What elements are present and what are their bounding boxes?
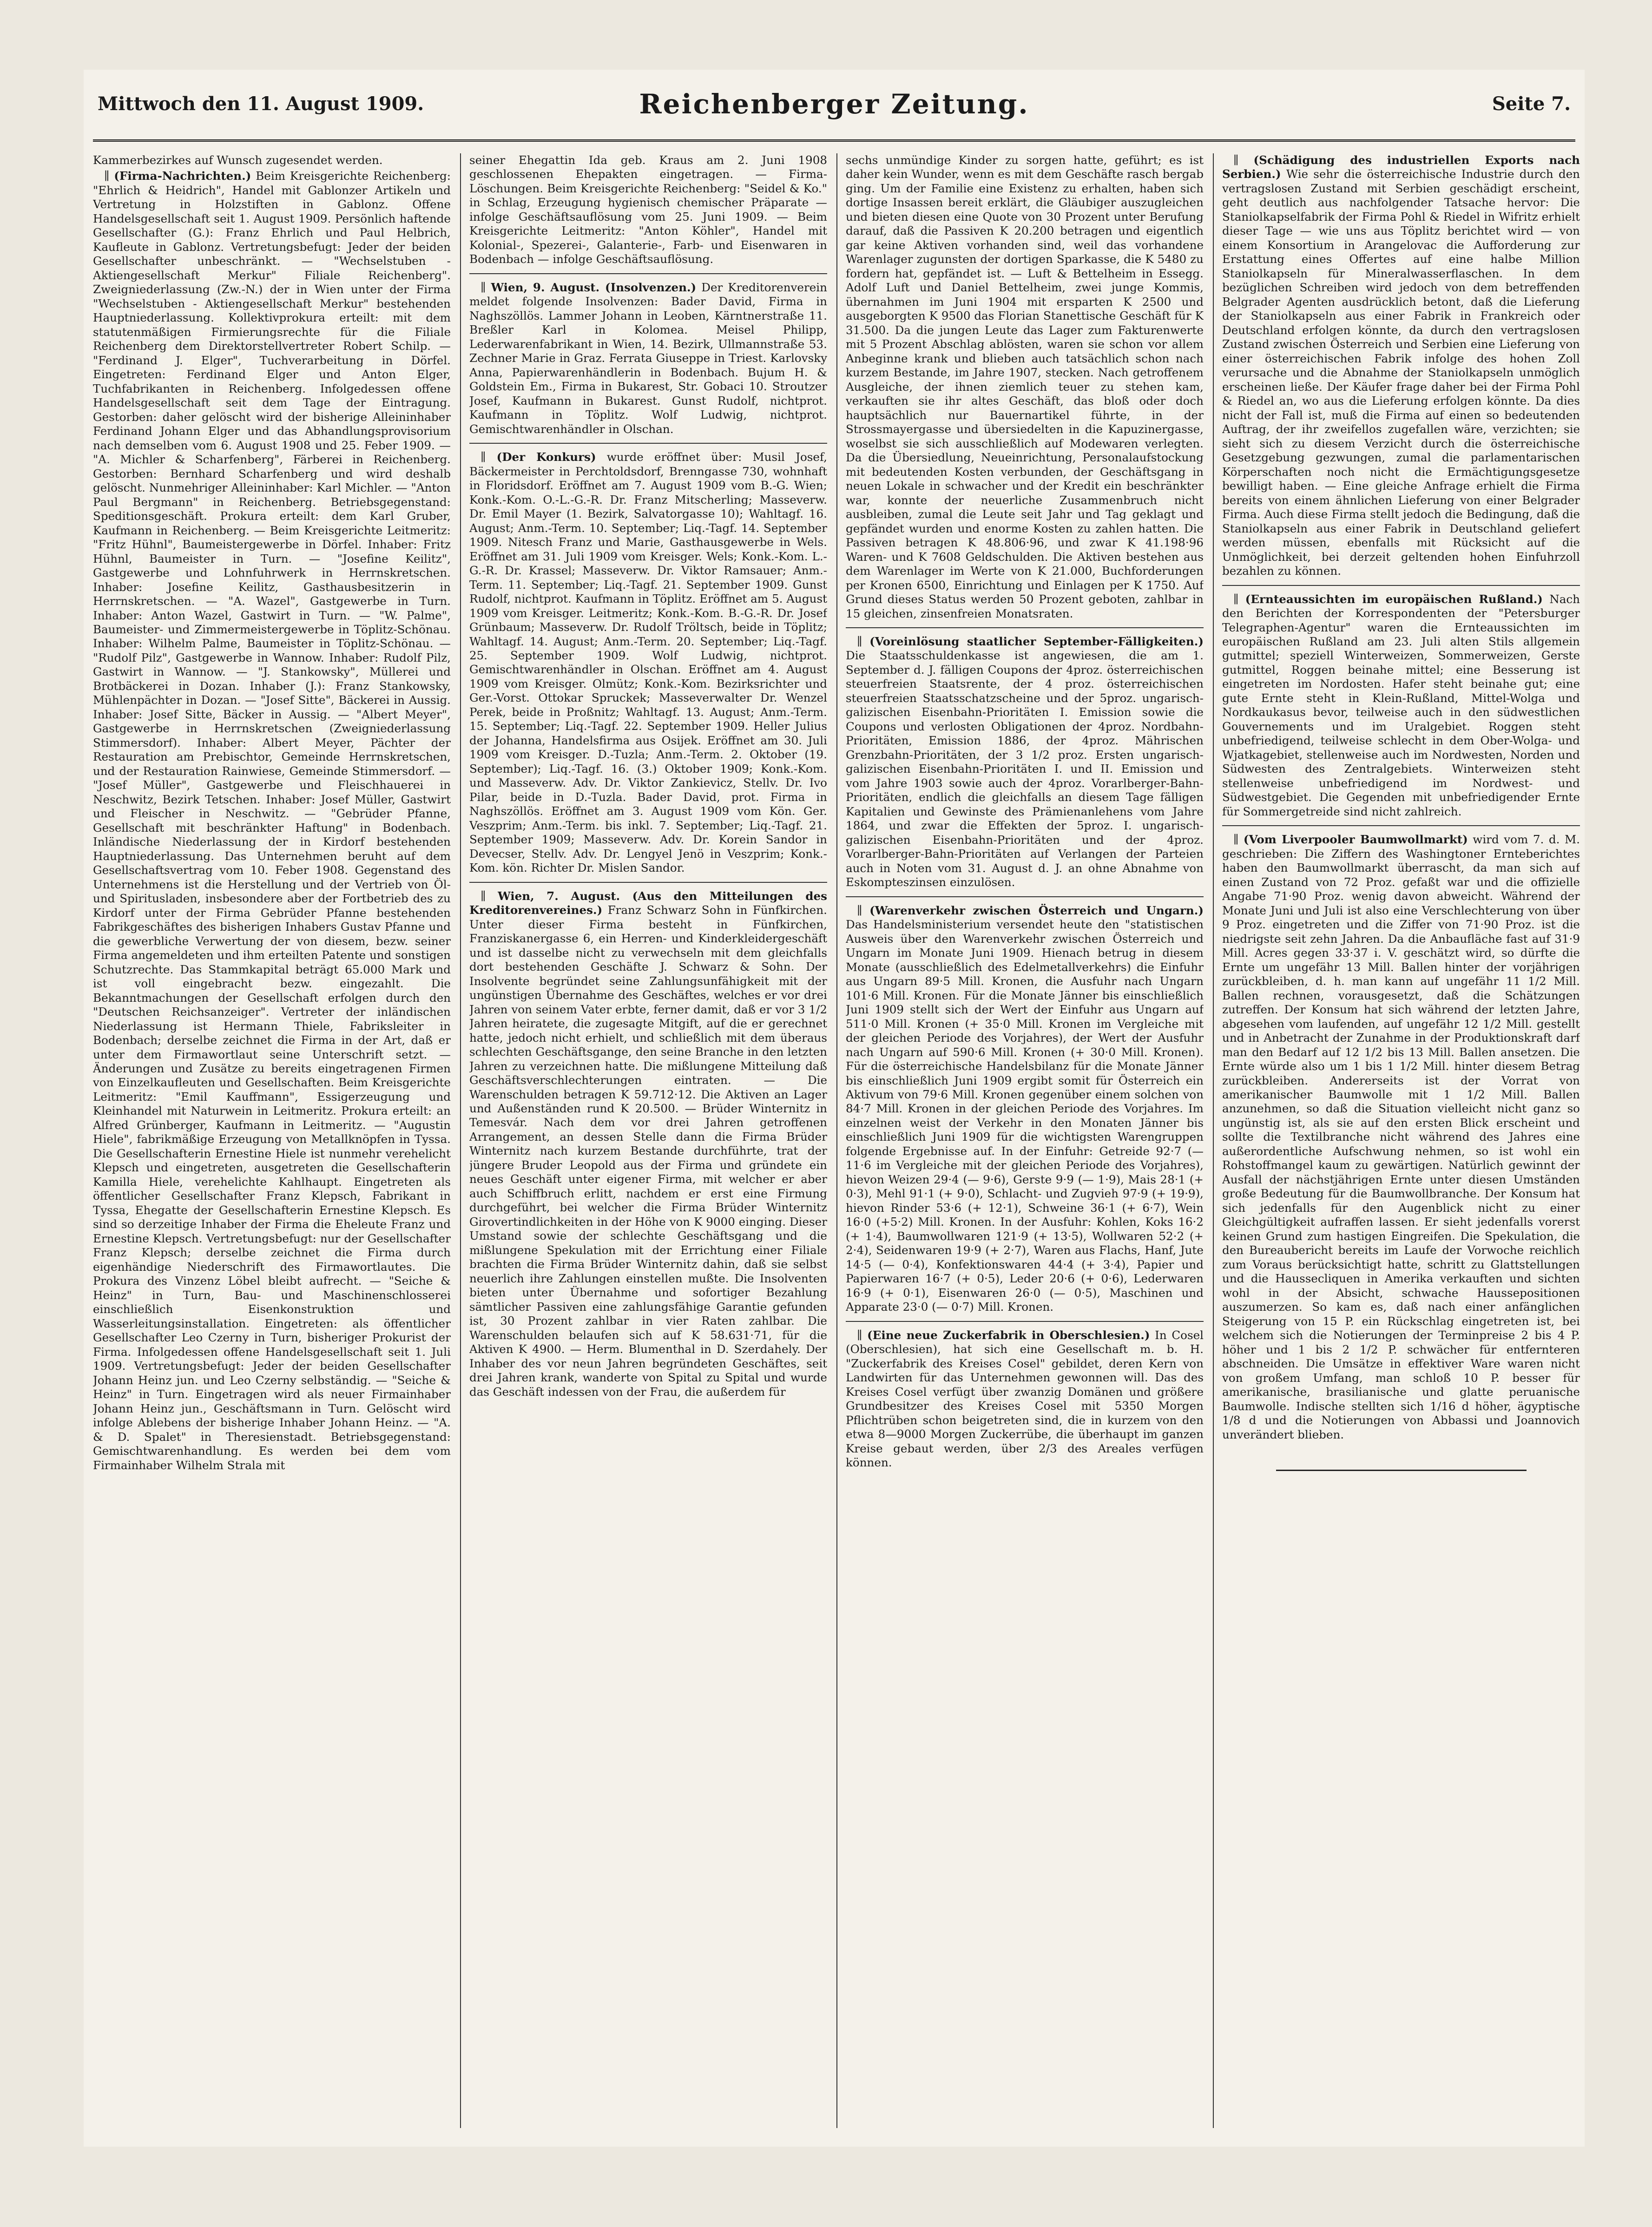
paragraph-heading: (Vom Liverpooler Baumwollmarkt)	[1243, 833, 1468, 847]
paragraph	[846, 153, 1204, 621]
section-separator	[469, 443, 827, 444]
paragraph: ∥ (Firma-Nachrichten.) Beim Kreisgerichte Reichenberg: "Ehrlich & Heidrich", Handel mit Gablonzer Artikeln und Vertretung in Holzstiften in Gablonz. Offene Handelsgesellschaft seit 1. August 1909. Persönlich haftende Gesellschafter (G.): Franz Ehrlich und Paul Helbrich, Kaufleute in Gablonz. Vertretungsbefugt: Jeder der beiden Gesellschafter unbeschränkt. — "Wechselstuben - Aktiengesellschaft Merkur" Filiale Reichenberg". Zweigniederlassung (Zw.-N.) der in Wien unter der Firma "Wechselstuben - Aktiengesellschaft Merkur" bestehenden Hauptniederlassung. Kollektivprokura erteilt: mit dem statutenmäßigen Firmierungsrechte für die Filiale Reichenberg dem Direktorstellvertreter Robert Schilp. — "Ferdinand J. Elger", Tuchverarbeitung in Dörfel. Eingetreten: Ferdinand Elger und Anton Elger, Tuchfabrikanten in Reichenberg. Infolgedessen offene Handelsgesellschaft seit dem Tage der Eintragung. Gestorben: daher gelöscht wird der bisherige Alleininhaber Ferdinand Johann Elger und das Abhandlungsprovisorium nach demselben vom 6. August 1908 und 25. Feber 1909. — "A. Michler & Scharfenberg", Färberei in Reichenberg. Gestorben: Bernhard Scharfenberg und wird deshalb gelöscht. Nunmehriger Alleininhaber: Karl Michler. — "Anton Paul Bergmann" in Reichenberg. Betriebsgegenstand: Speditionsgeschäft. Prokura erteilt: dem Karl Gruber, Kaufmann in Reichenberg. — Beim Kreisgerichte Leitmeritz: "Fritz Hühnl", Baumeistergewerbe in Dörfel. Inhaber: Fritz Hühnl, Baumeister in Turn. — "Josefine Keilitz", Gastgewerbe und Lohnfuhrwerk in Herrnskretschen. Inhaber: Josefine Keilitz, Gasthausbesitzerin in Herrnskretschen. — "A. Wazel", Gastgewerbe in Turn. Inhaber: Anton Wazel, Gastwirt in Turn. — "W. Palme", Baumeister- und Zimmermeistergewerbe in Töplitz-Schönau. Inhaber: Wilhelm Palme, Baumeister in Töplitz-Schönau. — "Rudolf Pilz", Gastgewerbe in Wannow. Inhaber: Rudolf Pilz, Gastwirt in Wannow. — "J. Stankowsky", Müllerei und Brotbäckerei in Dozan. Inhaber (J.): Franz Stankowsky, Mühlenpächter in Dozan. — "Josef Sitte", Bäckerei in Aussig. Inhaber: Josef Sitte, Bäcker in Aussig. — "Albert Meyer", Gastgewerbe in Herrnskretschen (Zweigniederlassung Stimmersdorf). Inhaber: Albert Meyer, Pächter der Restauration am Prebischtor, Gemeinde Herrnskretschen, und der Restauration Rainwiese, Gemeinde Stimmersdorf. — "Josef Müller", Gastgewerbe und Fleischhauerei in Neschwitz, Bezirk Tetschen. Inhaber: Josef Müller, Gastwirt und Fleischer in Neschwitz. — "Gebrüder Pfanne, Gesellschaft mit beschränkter Haftung" in Bodenbach. Inländische Niederlassung der in Kirdorf bestehenden Hauptniederlassung. Das Unternehmen beruht auf dem Gesellschaftsvertrag vom 10. Feber 1908. Gegenstand des Unternehmens ist die Herstellung und der Vertrieb von Öl- und Spiritusladen, insbesondere aber der Fortbetrieb des zu Kirdorf unter der Firma Gebrüder Pfanne bestehenden Fabrikgeschäftes des bisherigen Inhabers Gustav Pfanne und die gewerbliche Verwertung der von diesem, bezw. seiner Firma angemeldeten und ihm erteilten Patente und sonstigen Schutzrechte. Das Stammkapital beträgt 65.000 Mark und ist voll eingebracht bezw. eingezahlt. Die Bekanntmachungen der Gesellschaft erfolgen durch den "Deutschen Reichsanzeiger". Vertreter der inländischen Niederlassung ist Hermann Thiele, Fabriksleiter in Bodenbach; derselbe zeichnet die Firma in der Art, daß er unter dem Firmawortlaut seine Unterschrift setzt. — Änderungen und Zusätze zu bereits eingetragenen Firmen von Einzelkaufleuten und Gesellschaften. Beim Kreisgerichte Leitmeritz: "Emil Kauffmann", Essigerzeugung und Kleinhandel mit Naturwein in Leitmeritz. Prokura erteilt: an Alfred Grünberger, Kaufmann in Leitmeritz. — "Augustin Hiele", fabrikmäßige Erzeugung von Metallknöpfen in Tyssa. Die Gesellschafterin Ernestine Hiele ist nunmehr verehelicht Klepsch und eingetreten, ausgetreten die Gesellschafterin Kamilla Hiele, verehelichte Kahlhaupt. Eingetreten als öffentlicher Gesellschafter Franz Klepsch, Fabrikant in Tyssa, Ehegatte der Gesellschafterin Ernestine Klepsch. Es sind so derzeitige Inhaber der Firma die Eheleute Franz und Ernestine Klepsch. Vertretungsbefugt: nur der Gesellschafter Franz Klepsch; derselbe zeichnet die Firma durch eigenhändige Niederschrift des Firmawortlautes. Die Prokura des Vinzenz Löbel bleibt aufrecht. — "Seiche & Heinz" in Turn, Bau- und Maschinenschlosserei einschließlich Eisenkonstruktion und Wasserleitungsinstallation. Eingetreten: als öffentlicher Gesellschafter Leo Czerny in Turn, bisheriger Prokurist der Firma. Infolgedessen offene Handelsgesellschaft seit 1. Juli 1909. Vertretungsbefugt: Jeder der beiden Gesellschafter Johann Heinz jun. und Leo Czerny selbständig. — "Seiche & Heinz" in Turn. Eingetragen wird als neuer Firmainhaber Johann Heinz jun., Geschäftsmann in Turn. Gelöscht wird infolge Ablebens der bisherige Inhaber Johann Heinz. — "A. & D. Spalet" in Theresienstadt. Betriebsgegenstand: Gemischtwarenhandlung. Es werden bei dem vom Firmainhaber Wilhelm Strala mit	[93, 169, 451, 1472]
paragraph-text: Franz Schwarz Sohn in Fünfkirchen. Unter dieser Firma besteht in Fünfkirchen, Franziskanergasse 6, ein Herren- und Kinderkleidergeschäft und ist dasselbe nicht zu verwechseln mit dem gleichfalls dort bestehenden Geschäfte J. Schwarz & Sohn. Der Insolvente begründet seine Zahlungsunfähigkeit mit der ungünstigen Übernahme des Geschäftes, welches er vor drei Jahren von seinem Vater erbte, ferner damit, daß er vor 3 1/2 Jahren heiratete, die zugesagte Mitgift, auf die er gerechnet hatte, jedoch nicht erhielt, und schließlich mit dem überaus schlechten Geschäftsgange, den seine Branche in den letzten Jahren zu verzeichnen hatte. Die mißlungene Mitteilung daß Geschäftsverschlechterungen eintraten. — Die Warenschulden betragen K 59.712·12. Die Aktiven an Lager und Außenständen rund K 20.500. — Brüder Winternitz in Temesvár. Nach dem vor drei Jahren getroffenen Arrangement, an dessen Stelle dann die Firma Brüder Winternitz nach kurzem Bestande durchführte, trat der jüngere Bruder Leopold aus der Firma und gründete ein neues Geschäft unter eigener Firma, mit welcher er aber auch Schiffbruch erlitt, nachdem er erst eine Firmung durchgeführt, bei welcher die Firma Brüder Winternitz Girovertindlichkeiten in der Höhe von K 9000 einging. Dieser Umstand sowie der schlechte Geschäftsgang und die mißlungene Spekulation mit der Errichtung einer Filiale brachten die Firma Brüder Winternitz dahin, daß sie selbst neuerlich ihre Zahlungen einstellen mußte. Die Insolventen bieten unter Übernahme und sofortiger Bezahlung sämtlicher Passiven eine zahlungsfähige Garantie gefunden ist, 30 Prozent zahlbar in vier Raten zahlbar. Die Warenschulden belaufen sich auf K 58.631·71, für die Aktiven K 4900. — Herm. Blumenthal in D. Szerdahely. Der Inhaber des vor neun Jahren begründeten Geschäftes, seit drei Jahren krank, wanderte von Spital zu Spital und wurde das Geschäft indessen von der Frau, die außerdem für	[469, 903, 827, 1399]
paragraph-text: sechs unmündige Kinder zu sorgen hatte, geführt; es ist daher kein Wunder, wenn es mit dem Geschäfte rasch bergab ging. Um der Familie eine Existenz zu erhalten, haben sich dortige Insassen bereit erklärt, die Gläubiger auszugleichen und bieten diesen eine Quote von 30 Prozent unter Berufung darauf, daß die Passiven K 20.200 betragen und eigentlich gar keine Aktiven vorhanden sind, weil das vorhandene Warenlager zugunsten der dortigen Sparkasse, die K 5480 zu fordern hat, gepfändet ist. — Luft & Bettelheim in Essegg. Adolf Luft und Daniel Bettelheim, zwei junge Kommis, übernahmen im Juni 1904 mit ersparten K 2500 und ausgeborgten K 9500 das Florian Stanettische Geschäft für K 31.500. Da die jungen Leute das Lager zum Fakturenwerte mit 5 Prozent Abschlag ablösten, waren sie schon vor allem Anbeginne krank und blieben auch tatsächlich schon nach kurzem Bestande, im Jahre 1907, stecken. Nach getroffenem Ausgleiche, der ihnen ziemlich teuer zu stehen kam, verkauften sie ihr altes Geschäft, das bloß oder doch hauptsächlich nur Bauernartikel führte, in der Strossmayergasse und übersiedelten in die Kapuzinergasse, woselbst sie sich ausschließlich auf Modewaren verlegten. Da die Übersiedlung, Neueinrichtung, Personalaufstockung mit bedeutenden Kosten verbunden, der Geschäftsgang in neuen Lokale in schwacher und der Kredit ein beschränkter war, konnte der neuerliche Zusammenbruch nicht ausbleiben, zumal die Leute seit Jahr und Tag geklagt und gepfändet wurden und enorme Kosten zu zahlen hatten. Die Passiven betragen K 48.806·96, und zwar K 41.198·96 Waren- und K 7608 Geldschulden. Die Aktiven bestehen aus dem Warenlager im Werte von K 21.000, Buchforderungen per Kronen 6500, Einrichtung und Einlagen per K 1750. Auf Grund dieses Status werden 50 Prozent geboten, zahlbar in 15 gleichen, zinsenfreien Monatsraten.	[846, 153, 1204, 620]
column-1	[93, 153, 451, 2128]
newspaper-page	[84, 70, 1585, 2147]
end-rule	[1276, 1470, 1527, 1471]
paragraph: ∥ (Vom Liverpooler Baumwollmarkt) wird vom 7. d. M. geschrieben: Die Ziffern des Washingtoner Ernteberichtes haben den Baumwollmarkt überrascht, da man sich auf einen Zustand von 72 Proz. gefaßt war und die offizielle Angabe 71·90 Proz. wenig davon abweicht. Während der Monate Juni und Juli ist also eine Verschlechterung von über 9 Proz. eingetreten und die Ziffer von 71·90 Proz. ist die niedrigste seit zehn Jahren. Da die Anbaufläche fast auf 31·9 Mill. Acres gegen 33·37 i. V. geschätzt wird, so dürfte die Ernte um ungefähr 13 Mill. Ballen hinter der vorjährigen zurückbleiben, d. h. man kann auf ungefähr 11 1/2 Mill. Ballen rechnen, vorausgesetzt, daß die Schätzungen zutreffen. Der Konsum hat sich während der letzten Jahre, abgesehen vom laufenden, auf ungefähr 12 1/2 Mill. gestellt und in Anbetracht der Zunahme in der Produktionskraft darf man den Bedarf auf 12 1/2 bis 13 Mill. Ballen ansetzen. Die Ernte würde also um 1 bis 1 1/2 Mill. hinter diesem Betrag zurückbleiben. Andererseits ist der Vorrat von amerikanischer Baumwolle mit 1 1/2 Mill. Ballen anzunehmen, so daß die Situation vielleicht nicht ganz so ungünstig ist, als sie auf den ersten Blick erscheint und sollte die Textilbranche nicht während des Jahres eine außerordentliche Aufschwung nehmen, so ist wohl ein Rohstoffmangel kaum zu gewärtigen. Natürlich gewinnt der Ausfall der nächstjährigen Ernte unter diesen Umständen große Bedeutung für die Baumwollbranche. Der Konsum hat sich jedenfalls für den Augenblick nicht zu einer Gleichgültigkeit aufraffen lassen. Er sieht jedenfalls vorerst keinen Grund zum hastigen Eingreifen. Die Spekulation, die den Bureaubericht bereits im Laufe der Vorwoche reichlich zum Voraus berücksichtigt hatte, schritt zu Glattstellungen und die Haussecliquen in Amerika verkauften und sichten wohl in der Absicht, schwache Haussepositionen auszumerzen. So kam es, daß nach einer anfänglichen Steigerung von 15 P. ein Rückschlag eingetreten ist, bei welchem sich die Notierungen der Terminpreise 2 bis 4 P. höher und 1 bis 2 1/2 P. schwächer für entfernteren abschneiden. Die Umsätze in effektiver Ware waren nicht von großem Umfang, man schloß 10 P. besser für amerikanische, brasilianische und glatte peruanische Baumwolle. Indische stellten sich 1/16 d höher, ägyptische 1/8 d und die Notierungen von Abbassi und Joannovich unverändert blieben.	[1222, 833, 1580, 1441]
paragraph: ∥ (Warenverkehr zwischen Österreich und Ungarn.) Das Handelsministerium versendet heute den "statistischen Ausweis über den Warenverkehr zwischen Österreich und Ungarn im Monate Juni 1909. Hienach betrug in diesem Monate (ausschließlich des Edelmetallverkehrs) die Einfuhr aus Ungarn 89·5 Mill. Kronen, die Ausfuhr nach Ungarn 101·6 Mill. Kronen. Für die Monate Jänner bis einschließlich Juni 1909 stellt sich der Wert der Einfuhr aus Ungarn auf 511·0 Mill. Kronen (+ 35·0 Mill. Kronen im Vergleiche mit der gleichen Periode des Vorjahres), der Wert der Ausfuhr nach Ungarn auf 590·6 Mill. Kronen (+ 30·0 Mill. Kronen). Für die österreichische Handelsbilanz für die Monate Jänner bis einschließlich Juni 1909 ergibt somit für Österreich ein Aktivum von 79·6 Mill. Kronen gegenüber einem solchen von 84·7 Mill. Kronen in der gleichen Periode des Vorjahres. Im einzelnen weist der Verkehr in den Monaten Jänner bis einschließlich Juni 1909 für die wichtigsten Warengruppen folgende Ergebnisse auf. In der Einfuhr: Getreide 92·7 (— 11·6 im Vergleiche mit der gleichen Periode des Vorjahres), hievon Weizen 29·4 (— 9·6), Gerste 9·9 (— 1·9), Mais 28·1 (+ 0·3), Mehl 91·1 (+ 9·0), Schlacht- und Zugvieh 97·9 (+ 19·9), hievon Rinder 53·6 (+ 12·1), Schweine 36·1 (+ 6·7), Wein 16·0 (+5·2) Mill. Kronen. In der Ausfuhr: Kohlen, Koks 16·2 (+ 1·4), Baumwollwaren 121·9 (+ 13·5), Wollwaren 52·2 (+ 2·4), Seidenwaren 19·9 (+ 2·7), Waren aus Flachs, Hanf, Jute 14·5 (— 0·4), Konfektionswaren 44·4 (+ 3·4), Papier und Papierwaren 16·7 (+ 0·5), Leder 20·6 (+ 0·6), Lederwaren 16·9 (+ 0·1), Eisenwaren 26·0 (— 0·5), Maschinen und Apparate 23·0 (— 0·7) Mill. Kronen.	[846, 903, 1204, 1314]
paragraph-heading: (Schädigung des industriellen Exports nach Serbien.)	[1222, 153, 1580, 181]
paragraph-text: Die Staatsschuldenkasse ist angewiesen, die am 1. September d. J. fälligen Coupons der 4proz. österreichischen steuerfreien Staatsrente, der 4 proz. österreichischen steuerfreien Staatsschatzscheine und der 5proz. ungarisch-galizischen Eisenbahn-Prioritäten I. Emission sowie die Coupons und verlosten Obligationen der 4proz. Nordbahn-Prioritäten, Emission 1886, der 4proz. Mährischen Grenzbahn-Prioritäten, der 3 1/2 proz. Ersten ungarisch-galizischen Eisenbahn-Prioritäten I. und II. Emission und vom Jahre 1903 sowie auch der 4proz. Vorarlberger-Bahn-Prioritäten, endlich die gleichfalls an diesem Tage fälligen Kapitalien und Gewinste des Prämienanlehens vom Jahre 1864, und zwar die Effekten der 5proz. I. ungarisch-galizischen Eisenbahn-Prioritäten und der 4proz. Vorarlberger-Bahn-Prioritäten auf Verlangen der Parteien auch in Noten vom 31. August d. J. an ohne Abnahme von Eskompteszinsen einzulösen.	[846, 649, 1204, 889]
column-rule	[836, 153, 837, 2128]
masthead	[93, 84, 1575, 142]
paragraph-heading: (Eine neue Zuckerfabrik in Oberschlesien.)	[867, 1328, 1150, 1342]
paragraph-text: Das Handelsministerium versendet heute den "statistischen Ausweis über den Warenverkehr zwischen Österreich und Ungarn im Monate Juni 1909. Hienach betrug in diesem Monate (ausschließlich des Edelmetallverkehrs) die Einfuhr aus Ungarn 89·5 Mill. Kronen, die Ausfuhr nach Ungarn 101·6 Mill. Kronen. Für die Monate Jänner bis einschließlich Juni 1909 stellt sich der Wert der Einfuhr aus Ungarn auf 511·0 Mill. Kronen (+ 35·0 Mill. Kronen im Vergleiche mit der gleichen Periode des Vorjahres), der Wert der Ausfuhr nach Ungarn auf 590·6 Mill. Kronen (+ 30·0 Mill. Kronen). Für die österreichische Handelsbilanz für die Monate Jänner bis einschließlich Juni 1909 ergibt somit für Österreich ein Aktivum von 79·6 Mill. Kronen gegenüber einem solchen von 84·7 Mill. Kronen in der gleichen Periode des Vorjahres. Im einzelnen weist der Verkehr in den Monaten Jänner bis einschließlich Juni 1909 für die wichtigsten Warengruppen folgende Ergebnisse auf. In der Einfuhr: Getreide 92·7 (— 11·6 im Vergleiche mit der gleichen Periode des Vorjahres), hievon Weizen 29·4 (— 9·6), Gerste 9·9 (— 1·9), Mais 28·1 (+ 0·3), Mehl 91·1 (+ 9·0), Schlacht- und Zugvieh 97·9 (+ 19·9), hievon Rinder 53·6 (+ 12·1), Schweine 36·1 (+ 6·7), Wein 16·0 (+5·2) Mill. Kronen. In der Ausfuhr: Kohlen, Koks 16·2 (+ 1·4), Baumwollwaren 121·9 (+ 13·5), Wollwaren 52·2 (+ 2·4), Seidenwaren 19·9 (+ 2·7), Waren aus Flachs, Hanf, Jute 14·5 (— 0·4), Konfektionswaren 44·4 (+ 3·4), Papier und Papierwaren 16·7 (+ 0·5), Leder 20·6 (+ 0·6), Lederwaren 16·9 (+ 0·1), Eisenwaren 26·0 (— 0·5), Maschinen und Apparate 23·0 (— 0·7) Mill. Kronen.	[846, 918, 1204, 1314]
column-2	[469, 153, 827, 2128]
paragraph-heading: (Warenverkehr zwischen Österreich und Ungarn.)	[869, 903, 1204, 917]
paragraph-text: Der Kreditorenverein meldet folgende Insolvenzen: Bader David, Firma in Naghszöllös. Lammer Johann in Leoben, Kärntnerstraße 11. Breßler Karl in Kolomea. Meisel Philipp, Lederwarenfabrikant in Wien, 14. Bezirk, Ullmannstraße 53. Zechner Marie in Graz. Ferrata Giuseppe in Triest. Karlovsky Anna, Papierwarenhändlerin in Bodenbach. Bujum H. & Goldstein Em., Firma in Bukarest, Str. Gobaci 10. Stroutzer Josef, Kaufmann in Bukarest. Gunst Rudolf, nichtprot. Kaufmann in Töplitz. Wolf Ludwig, nichtprot. Gemischtwarenhändler in Olschan.	[469, 280, 827, 436]
section-separator	[846, 1321, 1204, 1322]
paragraph: ∥ (Ernteaussichten im europäischen Rußland.) Nach den Berichten der Korrespondenten der "Petersburger Telegraphen-Agentur" waren die Ernteaussichten im europäischen Rußland am 23. Juli alten Stils allgemein gutmittel; speziell Winterweizen, Sommerweizen, Gerste gutmittel, Roggen beinahe mittel; eine Besserung ist eingetreten im Nordosten. Hafer steht beinahe gut; eine gute Ernte steht in Klein-Rußland, Mittel-Wolga und Nordkaukasus bevor, teilweise auch in den südwestlichen Gouvernements und im Uralgebiet. Roggen steht unbefriedigend, teilweise schlecht in dem Ober-Wolga- und Wjatkagebiet, stellenweise auch im Nordwesten, Norden und Südwesten des Zentralgebiets. Winterweizen steht stellenweise unbefriedigend im Nordwest- und Südwestgebiet. Die Gegenden mit unbefriedigender Ernte für Sommergetreide sind nicht zahlreich.	[1222, 592, 1580, 818]
section-separator	[469, 273, 827, 274]
paragraph-text: Nach den Berichten der Korrespondenten der "Petersburger Telegraphen-Agentur" waren die Ernteaussichten im europäischen Rußland am 23. Juli alten Stils allgemein gutmittel; speziell Winterweizen, Sommerweizen, Gerste gutmittel, Roggen beinahe mittel; eine Besserung ist eingetreten im Nordosten. Hafer steht beinahe gut; eine gute Ernte steht in Klein-Rußland, Mittel-Wolga und Nordkaukasus bevor, teilweise auch in den südwestlichen Gouvernements und im Uralgebiet. Roggen steht unbefriedigend, teilweise schlecht in dem Ober-Wolga- und Wjatkagebiet, stellenweise auch im Nordwesten, Norden und Südwesten des Zentralgebiets. Winterweizen steht stellenweise unbefriedigend im Nordwest- und Südwestgebiet. Die Gegenden mit unbefriedigender Ernte für Sommergetreide sind nicht zahlreich.	[1222, 592, 1580, 818]
paragraph-heading: (Ernteaussichten im europäischen Rußland.)	[1245, 592, 1543, 606]
section-separator	[846, 896, 1204, 897]
paragraph-heading: (Voreinlösung staatlicher September-Fälligkeiten.)	[869, 634, 1204, 648]
paragraph	[469, 153, 827, 267]
section-separator	[1222, 585, 1580, 586]
issue-date: Mittwoch den 11. August 1909.	[98, 93, 424, 115]
paragraph-text: Wie sehr die österreichische Industrie durch den vertragslosen Zustand mit Serbien geschädigt erscheint, geht deutlich aus nachfolgender Tatsache hervor: Die Staniolkapselfabrik der Firma Pohl & Riedel in Wifritz erhielt dieser Tage — wie uns aus Töplitz berichtet wird — von einem Konsortium in Arangelovac die Aufforderung zur Erstattung eines Offertes auf eine halbe Million Staniolkapseln für Mineralwasserflaschen. In dem bezüglichen Schreiben wird jedoch von dem betreffenden Belgrader Agenten ausdrücklich betont, daß die Lieferung der Staniolkapseln aus einer Fabrik in Frankreich oder Deutschland erfolgen könnte, da durch den vertragslosen Zustand zwischen Österreich und Serbien eine Lieferung von einer österreichischen Fabrik infolge des hohen Zoll verursache und die Abnahme der Staniolkapseln unmöglich erscheinen ließe. Der Käufer frage daher bei der Firma Pohl & Riedel an, wo aus die Lieferung erfolgen könnte. Da dies nicht der Fall ist, muß die Firma auf einen so bedeutenden Auftrag, der ihr zweifellos zugefallen wäre, verzichten; sie sieht sich zu diesem Verzicht durch die österreichische Gesetzgebung gezwungen, zumal die parlamentarischen Körperschaften noch nicht die Ermächtigungsgesetze bewilligt haben. — Eine gleiche Anfrage erhielt die Firma bereits von einem ähnlichen Lieferung von einer Belgrader Firma. Auch diese Firma stellt jedoch die Bedingung, daß die Staniolkapseln aus einer Fabrik in Deutschland geliefert werden müssen, ebenfalls mit Rücksicht auf die Unmöglichkeit, bei derzeit geltenden hohen Einfuhrzoll bezahlen zu können.	[1222, 167, 1580, 578]
paragraph-text: wird vom 7. d. M. geschrieben: Die Ziffern des Washingtoner Ernteberichtes haben den Baumwollmarkt überrascht, da man sich auf einen Zustand von 72 Proz. gefaßt war und die offizielle Angabe 71·90 Proz. wenig davon abweicht. Während der Monate Juni und Juli ist also eine Verschlechterung von über 9 Proz. eingetreten und die Ziffer von 71·90 Proz. ist die niedrigste seit zehn Jahren. Da die Anbaufläche fast auf 31·9 Mill. Acres gegen 33·37 i. V. geschätzt wird, so dürfte die Ernte um ungefähr 13 Mill. Ballen hinter der vorjährigen zurückbleiben, d. h. man kann auf ungefähr 11 1/2 Mill. Ballen rechnen, vorausgesetzt, daß die Schätzungen zutreffen. Der Konsum hat sich während der letzten Jahre, abgesehen vom laufenden, auf ungefähr 12 1/2 Mill. gestellt und in Anbetracht der Zunahme in der Produktionskraft darf man den Bedarf auf 12 1/2 bis 13 Mill. Ballen ansetzen. Die Ernte würde also um 1 bis 1 1/2 Mill. hinter diesem Betrag zurückbleiben. Andererseits ist der Vorrat von amerikanischer Baumwolle mit 1 1/2 Mill. Ballen anzunehmen, so daß die Situation vielleicht nicht ganz so ungünstig ist, als sie auf den ersten Blick erscheint und sollte die Textilbranche nicht während des Jahres eine außerordentliche Aufschwung nehmen, so ist wohl ein Rohstoffmangel kaum zu gewärtigen. Natürlich gewinnt der Ausfall der nächstjährigen Ernte unter diesen Umständen große Bedeutung für die Baumwollbranche. Der Konsum hat sich jedenfalls für den Augenblick nicht zu einer Gleichgültigkeit aufraffen lassen. Er sieht jedenfalls vorerst keinen Grund zum hastigen Eingreifen. Die Spekulation, die den Bureaubericht bereits im Laufe der Vorwoche reichlich zum Voraus berücksichtigt hatte, schritt zu Glattstellungen und die Haussecliquen in Amerika verkauften und sichten wohl in der Absicht, schwache Haussepositionen auszumerzen. So kam es, daß nach einer anfänglichen Steigerung von 15 P. ein Rückschlag eingetreten ist, bei welchem sich die Notierungen der Terminpreise 2 bis 4 P. höher und 1 bis 2 1/2 P. schwächer für entfernteren abschneiden. Die Umsätze in effektiver Ware waren nicht von großem Umfang, man schloß 10 P. besser für amerikanische, brasilianische und glatte peruanische Baumwolle. Indische stellten sich 1/16 d höher, ägyptische 1/8 d und die Notierungen von Abbassi und Joannovich unverändert blieben.	[1222, 833, 1580, 1441]
section-separator	[469, 882, 827, 883]
column-4	[1222, 153, 1580, 2128]
paragraph: ∥ Wien, 7. August. (Aus den Mitteilungen des Kreditorenvereines.) Franz Schwarz Sohn in Fünfkirchen. Unter dieser Firma besteht in Fünfkirchen, Franziskanergasse 6, ein Herren- und Kinderkleidergeschäft und ist dasselbe nicht zu verwechseln mit dem gleichfalls dort bestehenden Geschäfte J. Schwarz & Sohn. Der Insolvente begründet seine Zahlungsunfähigkeit mit der ungünstigen Übernahme des Geschäftes, welches er vor drei Jahren von seinem Vater erbte, ferner damit, daß er vor 3 1/2 Jahren heiratete, die zugesagte Mitgift, auf die er gerechnet hatte, jedoch nicht erhielt, und schließlich mit dem überaus schlechten Geschäftsgange, den seine Branche in den letzten Jahren zu verzeichnen hatte. Die mißlungene Mitteilung daß Geschäftsverschlechterungen eintraten. — Die Warenschulden betragen K 59.712·12. Die Aktiven an Lager und Außenständen rund K 20.500. — Brüder Winternitz in Temesvár. Nach dem vor drei Jahren getroffenen Arrangement, an dessen Stelle dann die Firma Brüder Winternitz nach kurzem Bestande durchführte, trat der jüngere Bruder Leopold aus der Firma und gründete ein neues Geschäft unter eigener Firma, mit welcher er aber auch Schiffbruch erlitt, nachdem er erst eine Firmung durchgeführt, bei welcher die Firma Brüder Winternitz Girovertindlichkeiten in der Höhe von K 9000 einging. Dieser Umstand sowie der schlechte Geschäftsgang und die mißlungene Spekulation mit der Errichtung einer Filiale brachten die Firma Brüder Winternitz dahin, daß sie selbst neuerlich ihre Zahlungen einstellen mußte. Die Insolventen bieten unter Übernahme und sofortiger Bezahlung sämtlicher Passiven eine zahlungsfähige Garantie gefunden ist, 30 Prozent zahlbar in vier Raten zahlbar. Die Warenschulden belaufen sich auf K 58.631·71, für die Aktiven K 4900. — Herm. Blumenthal in D. Szerdahely. Der Inhaber des vor neun Jahren begründeten Geschäftes, seit drei Jahren krank, wanderte von Spital zu Spital und wurde das Geschäft indessen von der Frau, die außerdem für	[469, 889, 827, 1399]
paragraph-heading: Wien, 7. August. (Aus den Mitteilungen des Kreditorenvereines.)	[469, 889, 827, 917]
section-separator	[1222, 825, 1580, 826]
paragraph: ∥ (Schädigung des industriellen Exports nach Serbien.) Wie sehr die österreichische Industrie durch den vertragslosen Zustand mit Serbien geschädigt erscheint, geht deutlich aus nachfolgender Tatsache hervor: Die Staniolkapselfabrik der Firma Pohl & Riedel in Wifritz erhielt dieser Tage — wie uns aus Töplitz berichtet wird — von einem Konsortium in Arangelovac die Aufforderung zur Erstattung eines Offertes auf eine halbe Million Staniolkapseln für Mineralwasserflaschen. In dem bezüglichen Schreiben wird jedoch von dem betreffenden Belgrader Agenten ausdrücklich betont, daß die Lieferung der Staniolkapseln aus einer Fabrik in Frankreich oder Deutschland erfolgen könnte, da durch den vertragslosen Zustand zwischen Österreich und Serbien eine Lieferung von einer österreichischen Fabrik infolge des hohen Zoll verursache und die Abnahme der Staniolkapseln unmöglich erscheinen ließe. Der Käufer frage daher bei der Firma Pohl & Riedel an, wo aus die Lieferung erfolgen könnte. Da dies nicht der Fall ist, muß die Firma auf einen so bedeutenden Auftrag, der ihr zweifellos zugefallen wäre, verzichten; sie sieht sich zu diesem Verzicht durch die österreichische Gesetzgebung gezwungen, zumal die parlamentarischen Körperschaften noch nicht die Ermächtigungsgesetze bewilligt haben. — Eine gleiche Anfrage erhielt die Firma bereits von einem ähnlichen Lieferung von einer Belgrader Firma. Auch diese Firma stellt jedoch die Bedingung, daß die Staniolkapseln aus einer Fabrik in Deutschland geliefert werden müssen, ebenfalls mit Rücksicht auf die Unmöglichkeit, bei derzeit geltenden hohen Einfuhrzoll bezahlen zu können.	[1222, 153, 1580, 578]
paragraph-text: seiner Ehegattin Ida geb. Kraus am 2. Juni 1908 geschlossenen Ehepakten eingetragen. — Firma-Löschungen. Beim Kreisgerichte Reichenberg: "Seidel & Ko." in Schlag, Erzeugung hygienisch chemischer Präparate — infolge Geschäftsauflösung vom 25. Juni 1909. — Beim Kreisgerichte Leitmeritz: "Anton Köhler", Handel mit Kolonial-, Spezerei-, Galanterie-, Farb- und Eisenwaren in Bodenbach — infolge Geschäftsauflösung.	[469, 153, 827, 266]
paragraph: ∥ (Der Konkurs) wurde eröffnet über: Musil Josef, Bäckermeister in Perchtoldsdorf, Brenngasse 730, wohnhaft in Floridsdorf. Eröffnet am 7. August 1909 vom B.-G. Wien; Konk.-Kom. O.-L.-G.-R. Dr. Franz Mitscherling; Masseverw. Dr. Emil Mayer (1. Bezirk, Salvatorgasse 10); Wahltagf. 16. August; Anm.-Term. 10. September; Liq.-Tagf. 14. September 1909. Nitesch Franz und Marie, Gasthausgewerbe in Wels. Eröffnet am 31. Juli 1909 vom Kreisger. Wels; Konk.-Kom. L.-G.-R. Dr. Krassel; Masseverw. Dr. Viktor Ramsauer; Anm.-Term. 11. September; Liq.-Tagf. 21. September 1909. Gunst Rudolf, nichtprot. Kaufmann in Töplitz. Eröffnet am 5. August 1909 vom Kreisger. Leitmeritz; Konk.-Kom. B.-G.-R. Dr. Josef Grünbaum; Masseverw. Dr. Rudolf Tröltsch, beide in Töplitz; Wahltagf. 14. August; Anm.-Term. 20. September; Liq.-Tagf. 25. September 1909. Wolf Ludwig, nichtprot. Gemischtwarenhändler in Olschan. Eröffnet am 4. August 1909 vom Kreisger. Olmütz; Konk.-Kom. Bezirksrichter und Ger.-Vorst. Ottokar Spruckek; Masseverwalter Dr. Wenzel Perek, beide in Proßnitz; Wahltagf. 13. August; Anm.-Term. 15. September; Liq.-Tagf. 22. September 1909. Heller Julius der Johanna, Handelsfirma aus Osijek. Eröffnet am 30. Juli 1909 vom Kreisger. D.-Tuzla; Anm.-Term. 2. Oktober (19. September); Liq.-Tagf. 16. (3.) Oktober 1909; Konk.-Kom. und Masseverw. Adv. Dr. Viktor Zankievicz, Stellv. Dr. Ivo Pilar, beide in D.-Tuzla. Bader David, prot. Firma in Naghszöllös. Eröffnet am 3. August 1909 vom Kön. Ger. Veszprim; Anm.-Term. bis inkl. 7. September; Liq.-Tagf. 21. September 1909; Masseverw. Adv. Dr. Korein Sandor in Devecser, Stellv. Adv. Dr. Lengyel Jenö in Veszprim; Konk.-Kom. kön. Richter Dr. Mislen Sandor.	[469, 450, 827, 875]
paragraph-text: wurde eröffnet über: Musil Josef, Bäckermeister in Perchtoldsdorf, Brenngasse 730, wohnhaft in Floridsdorf. Eröffnet am 7. August 1909 vom B.-G. Wien; Konk.-Kom. O.-L.-G.-R. Dr. Franz Mitscherling; Masseverw. Dr. Emil Mayer (1. Bezirk, Salvatorgasse 10); Wahltagf. 16. August; Anm.-Term. 10. September; Liq.-Tagf. 14. September 1909. Nitesch Franz und Marie, Gasthausgewerbe in Wels. Eröffnet am 31. Juli 1909 vom Kreisger. Wels; Konk.-Kom. L.-G.-R. Dr. Krassel; Masseverw. Dr. Viktor Ramsauer; Anm.-Term. 11. September; Liq.-Tagf. 21. September 1909. Gunst Rudolf, nichtprot. Kaufmann in Töplitz. Eröffnet am 5. August 1909 vom Kreisger. Leitmeritz; Konk.-Kom. B.-G.-R. Dr. Josef Grünbaum; Masseverw. Dr. Rudolf Tröltsch, beide in Töplitz; Wahltagf. 14. August; Anm.-Term. 20. September; Liq.-Tagf. 25. September 1909. Wolf Ludwig, nichtprot. Gemischtwarenhändler in Olschan. Eröffnet am 4. August 1909 vom Kreisger. Olmütz; Konk.-Kom. Bezirksrichter und Ger.-Vorst. Ottokar Spruckek; Masseverwalter Dr. Wenzel Perek, beide in Proßnitz; Wahltagf. 13. August; Anm.-Term. 15. September; Liq.-Tagf. 22. September 1909. Heller Julius der Johanna, Handelsfirma aus Osijek. Eröffnet am 30. Juli 1909 vom Kreisger. D.-Tuzla; Anm.-Term. 2. Oktober (19. September); Liq.-Tagf. 16. (3.) Oktober 1909; Konk.-Kom. und Masseverw. Adv. Dr. Viktor Zankievicz, Stellv. Dr. Ivo Pilar, beide in D.-Tuzla. Bader David, prot. Firma in Naghszöllös. Eröffnet am 3. August 1909 vom Kön. Ger. Veszprim; Anm.-Term. bis inkl. 7. September; Liq.-Tagf. 21. September 1909; Masseverw. Adv. Dr. Korein Sandor in Devecser, Stellv. Adv. Dr. Lengyel Jenö in Veszprim; Konk.-Kom. kön. Richter Dr. Mislen Sandor.	[469, 450, 827, 875]
column-rule	[460, 153, 461, 2128]
paragraph-heading: Wien, 9. August. (Insolvenzen.)	[491, 280, 697, 294]
newspaper-title: Reichenberger Zeitung.	[639, 88, 1029, 120]
paragraph: ∥ Wien, 9. August. (Insolvenzen.) Der Kreditorenverein meldet folgende Insolvenzen: Bader David, Firma in Naghszöllös. Lammer Johann in Leoben, Kärntnerstraße 11. Breßler Karl in Kolomea. Meisel Philipp, Lederwarenfabrikant in Wien, 14. Bezirk, Ullmannstraße 53. Zechner Marie in Graz. Ferrata Giuseppe in Triest. Karlovsky Anna, Papierwarenhändlerin in Bodenbach. Bujum H. & Goldstein Em., Firma in Bukarest, Str. Gobaci 10. Stroutzer Josef, Kaufmann in Bukarest. Gunst Rudolf, nichtprot. Kaufmann in Töplitz. Wolf Ludwig, nichtprot. Gemischtwarenhändler in Olschan.	[469, 280, 827, 436]
column-3	[846, 153, 1204, 2128]
paragraph-text: Beim Kreisgerichte Reichenberg: "Ehrlich & Heidrich", Handel mit Gablonzer Artikeln und Vertretung in Holzstiften in Gablonz. Offene Handelsgesellschaft seit 1. August 1909. Persönlich haftende Gesellschafter (G.): Franz Ehrlich und Paul Helbrich, Kaufleute in Gablonz. Vertretungsbefugt: Jeder der beiden Gesellschafter unbeschränkt. — "Wechselstuben - Aktiengesellschaft Merkur" Filiale Reichenberg". Zweigniederlassung (Zw.-N.) der in Wien unter der Firma "Wechselstuben - Aktiengesellschaft Merkur" bestehenden Hauptniederlassung. Kollektivprokura erteilt: mit dem statutenmäßigen Firmierungsrechte für die Filiale Reichenberg dem Direktorstellvertreter Robert Schilp. — "Ferdinand J. Elger", Tuchverarbeitung in Dörfel. Eingetreten: Ferdinand Elger und Anton Elger, Tuchfabrikanten in Reichenberg. Infolgedessen offene Handelsgesellschaft seit dem Tage der Eintragung. Gestorben: daher gelöscht wird der bisherige Alleininhaber Ferdinand Johann Elger und das Abhandlungsprovisorium nach demselben vom 6. August 1908 und 25. Feber 1909. — "A. Michler & Scharfenberg", Färberei in Reichenberg. Gestorben: Bernhard Scharfenberg und wird deshalb gelöscht. Nunmehriger Alleininhaber: Karl Michler. — "Anton Paul Bergmann" in Reichenberg. Betriebsgegenstand: Speditionsgeschäft. Prokura erteilt: dem Karl Gruber, Kaufmann in Reichenberg. — Beim Kreisgerichte Leitmeritz: "Fritz Hühnl", Baumeistergewerbe in Dörfel. Inhaber: Fritz Hühnl, Baumeister in Turn. — "Josefine Keilitz", Gastgewerbe und Lohnfuhrwerk in Herrnskretschen. Inhaber: Josefine Keilitz, Gasthausbesitzerin in Herrnskretschen. — "A. Wazel", Gastgewerbe in Turn. Inhaber: Anton Wazel, Gastwirt in Turn. — "W. Palme", Baumeister- und Zimmermeistergewerbe in Töplitz-Schönau. Inhaber: Wilhelm Palme, Baumeister in Töplitz-Schönau. — "Rudolf Pilz", Gastgewerbe in Wannow. Inhaber: Rudolf Pilz, Gastwirt in Wannow. — "J. Stankowsky", Müllerei und Brotbäckerei in Dozan. Inhaber (J.): Franz Stankowsky, Mühlenpächter in Dozan. — "Josef Sitte", Bäckerei in Aussig. Inhaber: Josef Sitte, Bäcker in Aussig. — "Albert Meyer", Gastgewerbe in Herrnskretschen (Zweigniederlassung Stimmersdorf). Inhaber: Albert Meyer, Pächter der Restauration am Prebischtor, Gemeinde Herrnskretschen, und der Restauration Rainwiese, Gemeinde Stimmersdorf. — "Josef Müller", Gastgewerbe und Fleischhauerei in Neschwitz, Bezirk Tetschen. Inhaber: Josef Müller, Gastwirt und Fleischer in Neschwitz. — "Gebrüder Pfanne, Gesellschaft mit beschränkter Haftung" in Bodenbach. Inländische Niederlassung der in Kirdorf bestehenden Hauptniederlassung. Das Unternehmen beruht auf dem Gesellschaftsvertrag vom 10. Feber 1908. Gegenstand des Unternehmens ist die Herstellung und der Vertrieb von Öl- und Spiritusladen, insbesondere aber der Fortbetrieb des zu Kirdorf unter der Firma Gebrüder Pfanne bestehenden Fabrikgeschäftes des bisherigen Inhabers Gustav Pfanne und die gewerbliche Verwertung der von diesem, bezw. seiner Firma angemeldeten und ihm erteilten Patente und sonstigen Schutzrechte. Das Stammkapital beträgt 65.000 Mark und ist voll eingebracht bezw. eingezahlt. Die Bekanntmachungen der Gesellschaft erfolgen durch den "Deutschen Reichsanzeiger". Vertreter der inländischen Niederlassung ist Hermann Thiele, Fabriksleiter in Bodenbach; derselbe zeichnet die Firma in der Art, daß er unter dem Firmawortlaut seine Unterschrift setzt. — Änderungen und Zusätze zu bereits eingetragenen Firmen von Einzelkaufleuten und Gesellschaften. Beim Kreisgerichte Leitmeritz: "Emil Kauffmann", Essigerzeugung und Kleinhandel mit Naturwein in Leitmeritz. Prokura erteilt: an Alfred Grünberger, Kaufmann in Leitmeritz. — "Augustin Hiele", fabrikmäßige Erzeugung von Metallknöpfen in Tyssa. Die Gesellschafterin Ernestine Hiele ist nunmehr verehelicht Klepsch und eingetreten, ausgetreten die Gesellschafterin Kamilla Hiele, verehelichte Kahlhaupt. Eingetreten als öffentlicher Gesellschafter Franz Klepsch, Fabrikant in Tyssa, Ehegatte der Gesellschafterin Ernestine Klepsch. Es sind so derzeitige Inhaber der Firma die Eheleute Franz und Ernestine Klepsch. Vertretungsbefugt: nur der Gesellschafter Franz Klepsch; derselbe zeichnet die Firma durch eigenhändige Niederschrift des Firmawortlautes. Die Prokura des Vinzenz Löbel bleibt aufrecht. — "Seiche & Heinz" in Turn, Bau- und Maschinenschlosserei einschließlich Eisenkonstruktion und Wasserleitungsinstallation. Eingetreten: als öffentlicher Gesellschafter Leo Czerny in Turn, bisheriger Prokurist der Firma. Infolgedessen offene Handelsgesellschaft seit 1. Juli 1909. Vertretungsbefugt: Jeder der beiden Gesellschafter Johann Heinz jun. und Leo Czerny selbständig. — "Seiche & Heinz" in Turn. Eingetragen wird als neuer Firmainhaber Johann Heinz jun., Geschäftsmann in Turn. Gelöscht wird infolge Ablebens der bisherige Inhaber Johann Heinz. — "A. & D. Spalet" in Theresienstadt. Betriebsgegenstand: Gemischtwarenhandlung. Es werden bei dem vom Firmainhaber Wilhelm Strala mit	[93, 169, 451, 1472]
paragraph: ∥ (Voreinlösung staatlicher September-Fälligkeiten.) Die Staatsschuldenkasse ist angewiesen, die am 1. September d. J. fälligen Coupons der 4proz. österreichischen steuerfreien Staatsrente, der 4 proz. österreichischen steuerfreien Staatsschatzscheine und der 5proz. ungarisch-galizischen Eisenbahn-Prioritäten I. Emission sowie die Coupons und verlosten Obligationen der 4proz. Nordbahn-Prioritäten, Emission 1886, der 4proz. Mährischen Grenzbahn-Prioritäten, der 3 1/2 proz. Ersten ungarisch-galizischen Eisenbahn-Prioritäten I. und II. Emission und vom Jahre 1903 sowie auch der 4proz. Vorarlberger-Bahn-Prioritäten, endlich die gleichfalls an diesem Tage fälligen Kapitalien und Gewinste des Prämienanlehens vom Jahre 1864, und zwar die Effekten der 5proz. I. ungarisch-galizischen Eisenbahn-Prioritäten und der 4proz. Vorarlberger-Bahn-Prioritäten auf Verlangen der Parteien auch in Noten vom 31. August d. J. an ohne Abnahme von Eskompteszinsen einzulösen.	[846, 634, 1204, 889]
column-rule	[1213, 153, 1214, 2128]
paragraph-heading: (Der Konkurs)	[496, 450, 596, 464]
paragraph-heading: (Firma-Nachrichten.)	[114, 169, 251, 183]
section-separator	[846, 627, 1204, 628]
paragraph-text: Kammerbezirkes auf Wunsch zugesendet werden.	[93, 153, 383, 167]
paragraph-text: In Cosel (Oberschlesien), hat sich eine Gesellschaft m. b. H. "Zuckerfabrik des Kreises Cosel" gebildet, deren Kern von Landwirten für das Unternehmen gewonnen will. Das des Kreises Cosel verfügt über zwanzig Domänen und größere Grundbesitzer des Kreises Cosel mit 5350 Morgen Pflichtrüben schon beigetreten sind, die in kurzem von den etwa 8—9000 Morgen Zuckerrübe, die überhaupt im ganzen Kreise gebaut werden, über 2/3 des Areales verfügen können.	[846, 1328, 1204, 1470]
page-number: Seite 7.	[1492, 93, 1571, 115]
paragraph: ∥ (Eine neue Zuckerfabrik in Oberschlesien.) In Cosel (Oberschlesien), hat sich eine Gesellschaft m. b. H. "Zuckerfabrik des Kreises Cosel" gebildet, deren Kern von Landwirten für das Unternehmen gewonnen will. Das des Kreises Cosel verfügt über zwanzig Domänen und größere Grundbesitzer des Kreises Cosel mit 5350 Morgen Pflichtrüben schon beigetreten sind, die in kurzem von den etwa 8—9000 Morgen Zuckerrübe, die überhaupt im ganzen Kreise gebaut werden, über 2/3 des Areales verfügen können.	[846, 1328, 1204, 1470]
paragraph	[93, 153, 451, 167]
